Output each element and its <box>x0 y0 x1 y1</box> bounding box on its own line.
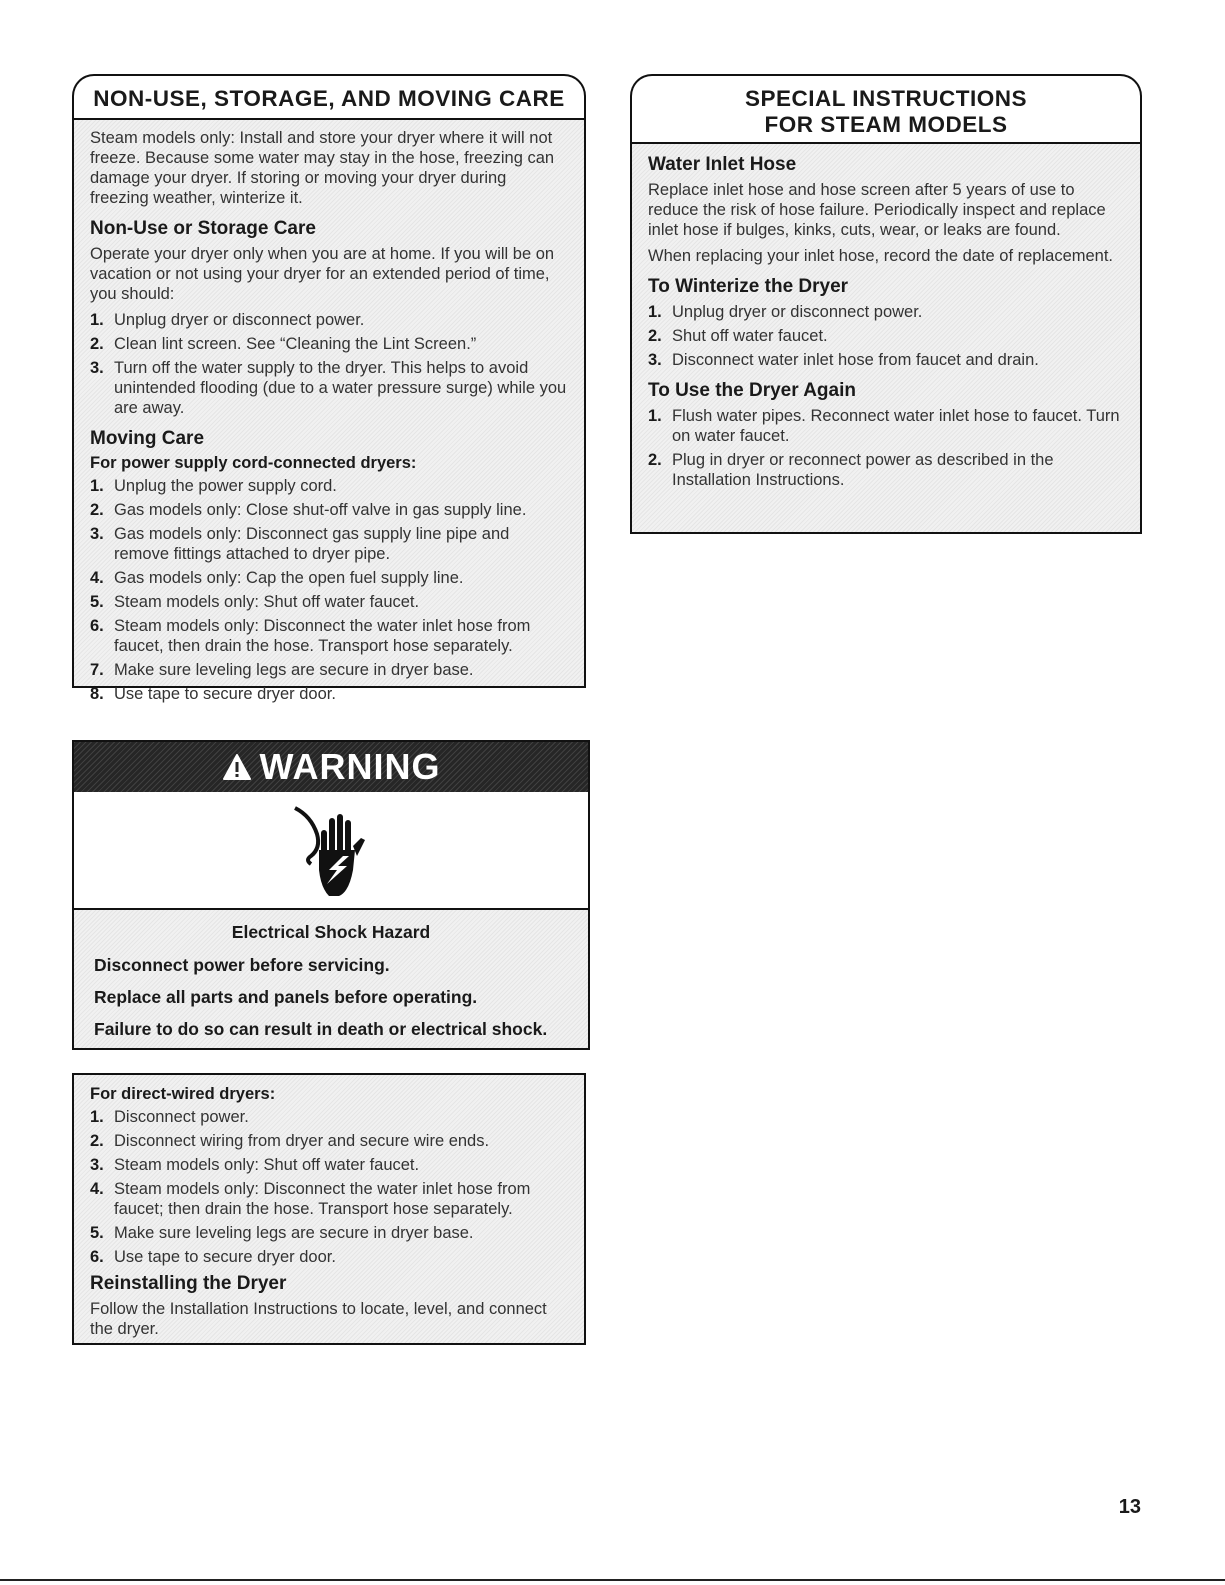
hazard-title: Electrical Shock Hazard <box>231 922 431 942</box>
direct-wired-steps <box>90 1107 568 1267</box>
list-item: 2. Gas models only: Close shut-off valve in gas supply line. <box>90 501 527 519</box>
reinstall-heading: Reinstalling the Dryer <box>90 1273 287 1294</box>
moving-subheading: For power supply cord-connected dryers: <box>90 454 417 472</box>
list-item: 3. Steam models only: Shut off water faucet. <box>90 1156 420 1174</box>
inlet-hose-text: Replace inlet hose and hose screen after 5 years of use to reduce the risk of hose failure. Periodically inspect and replace inlet hose if bulges, kinks, cuts, wear, or leaks are found. <box>648 181 1106 239</box>
moving-steps <box>90 476 568 704</box>
warning-line: Replace all parts and panels before operating. <box>94 987 478 1007</box>
list-item: 1. Unplug dryer or disconnect power. <box>90 311 365 329</box>
direct-wired-box <box>72 1073 586 1345</box>
left-section-title: NON-USE, STORAGE, AND MOVING CARE <box>93 86 565 111</box>
right-section-box <box>630 142 1142 534</box>
list-item: 1. Unplug the power supply cord. <box>90 477 337 495</box>
storage-steps <box>90 310 568 418</box>
list-item: 2. Disconnect wiring from dryer and secure wire ends. <box>90 1132 490 1150</box>
electrical-shock-icon <box>291 800 371 900</box>
list-item: 5. Steam models only: Shut off water faucet. <box>90 593 420 611</box>
right-section-header <box>630 74 1142 144</box>
list-item: 2. Shut off water faucet. <box>648 327 828 345</box>
use-again-steps <box>648 406 1124 490</box>
warning-line: Disconnect power before servicing. <box>94 955 390 975</box>
warning-icon-area <box>74 792 588 910</box>
use-again-heading: To Use the Dryer Again <box>648 380 856 401</box>
list-item: 4. Steam models only: Disconnect the water inlet hose from faucet; then drain the hose. Transport hose separately. <box>90 1180 531 1218</box>
list-item: 3. Turn off the water supply to the dryer. This helps to avoid unintended flooding (due to a water pressure surge) while you are away. <box>90 359 567 417</box>
warning-box <box>72 740 590 1050</box>
list-item: 1. Disconnect power. <box>90 1108 249 1126</box>
left-section-box <box>72 118 586 703</box>
inlet-hose-replacement-text: When replacing your inlet hose, record the date of replacement. <box>648 247 1114 265</box>
list-item: 3. Gas models only: Disconnect gas supply line pipe and remove fittings attached to dryer pipe. <box>90 525 510 563</box>
list-item: 2. Clean lint screen. See “Cleaning the Lint Screen.” <box>90 335 477 353</box>
reinstall-text: Follow the Installation Instructions to locate, level, and connect the dryer. <box>90 1300 547 1338</box>
page-number: 13 <box>1118 1496 1141 1518</box>
inlet-hose-heading: Water Inlet Hose <box>648 154 797 175</box>
left-intro: Steam models only: Install and store your dryer where it will not freeze. Because some water may stay in the hose, freezing can damage your dryer. If storing or moving your dryer during freezing weather, winterize it. <box>90 129 555 207</box>
storage-heading: Non-Use or Storage Care <box>90 218 316 239</box>
list-item: 2. Plug in dryer or reconnect power as described in the Installation Instructions. <box>648 451 1054 489</box>
list-item: 6. Steam models only: Disconnect the water inlet hose from faucet, then drain the hose. Transport hose separately. <box>90 617 531 655</box>
list-item: 6. Use tape to secure dryer door. <box>90 1248 336 1266</box>
list-item: 1. Unplug dryer or disconnect power. <box>648 303 923 321</box>
right-section-title-line2: FOR STEAM MODELS <box>764 112 1008 137</box>
list-item: 4. Gas models only: Cap the open fuel supply line. <box>90 569 464 587</box>
storage-intro: Operate your dryer only when you are at home. If you will be on vacation or not using your dryer for an extended period of time, you should: <box>90 245 555 303</box>
warning-text-area <box>74 910 588 1048</box>
warning-title: WARNING <box>259 746 441 787</box>
list-item: 8. Use tape to secure dryer door. <box>90 685 336 703</box>
list-item: 5. Make sure leveling legs are secure in dryer base. <box>90 1224 474 1242</box>
winterize-steps <box>648 302 1124 370</box>
warning-triangle-icon <box>222 753 252 781</box>
right-section-title-line1: SPECIAL INSTRUCTIONS <box>744 86 1028 111</box>
direct-wired-subheading: For direct-wired dryers: <box>90 1085 276 1103</box>
winterize-heading: To Winterize the Dryer <box>648 276 849 297</box>
bottom-divider <box>0 1579 1225 1581</box>
warning-banner <box>74 742 588 792</box>
list-item: 3. Disconnect water inlet hose from faucet and drain. <box>648 351 1039 369</box>
warning-line: Failure to do so can result in death or electrical shock. <box>94 1019 548 1039</box>
list-item: 1. Flush water pipes. Reconnect water inlet hose to faucet. Turn on water faucet. <box>648 407 1120 445</box>
moving-heading: Moving Care <box>90 428 205 449</box>
left-section-header <box>72 74 586 120</box>
list-item: 7. Make sure leveling legs are secure in dryer base. <box>90 661 474 679</box>
